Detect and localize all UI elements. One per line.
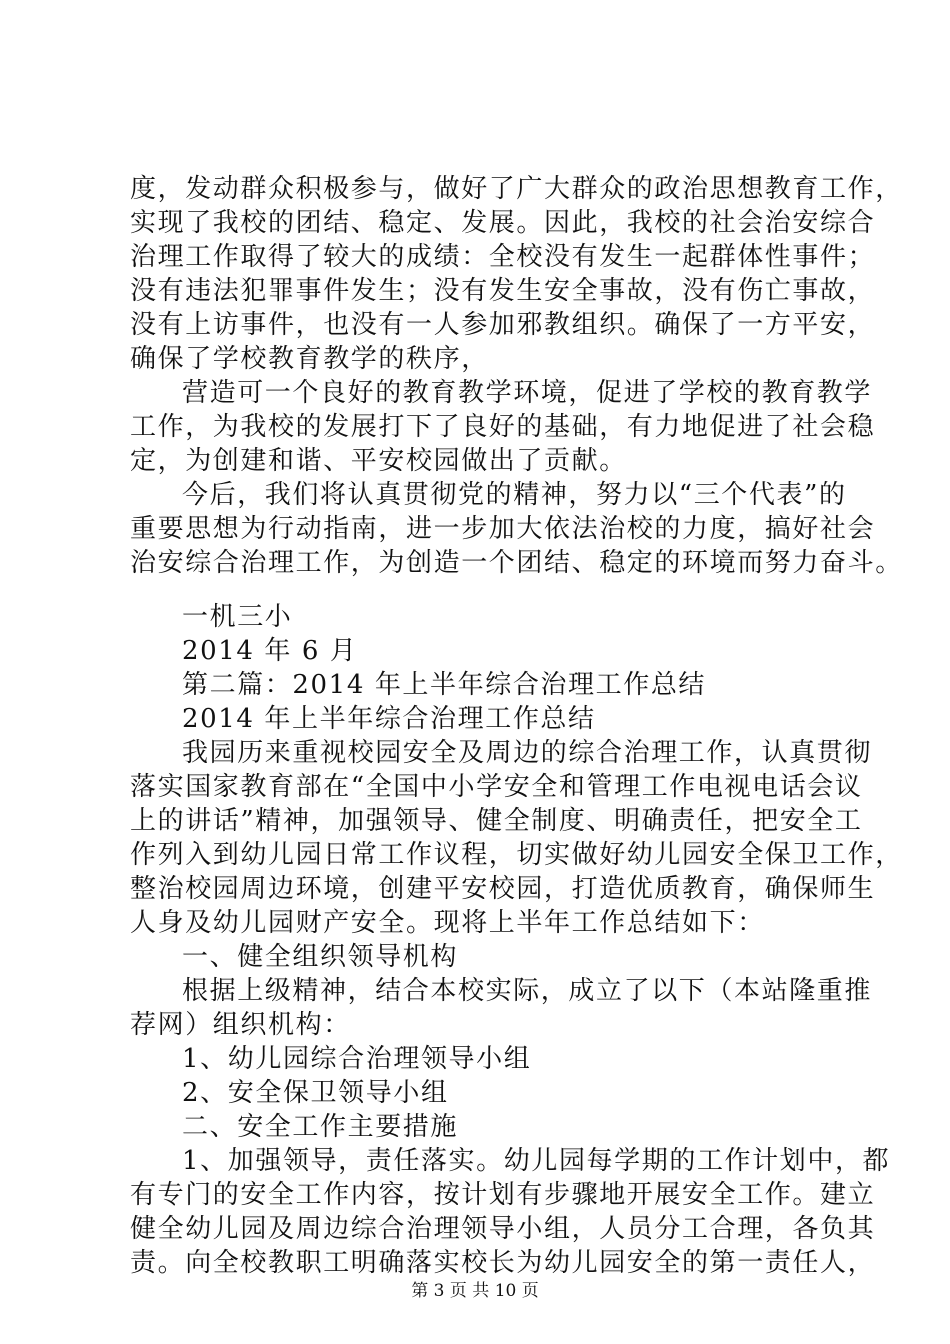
body-line: 荐网）组织机构： [130,1010,351,1040]
body-line: 工作，为我校的发展打下了良好的基础，有力地促进了社会稳 [130,412,876,442]
body-line: 治安综合治理工作，为创造一个团结、稳定的环境而努力奋斗。 [130,548,903,578]
section-title: 第二篇：2014 年上半年综合治理工作总结 [182,670,707,700]
body-line: 重要思想为行动指南，进一步加大依法治校的力度，搞好社会 [130,514,876,544]
body-line: 上的讲话”精神，加强领导、健全制度、明确责任，把安全工 [130,806,863,836]
page-number-footer: 第 3 页 共 10 页 [411,1281,539,1301]
body-line: 健全幼儿园及周边综合治理领导小组，人员分工合理，各负其 [130,1214,876,1244]
body-line: 治理工作取得了较大的成绩：全校没有发生一起群体性事件； [130,242,876,272]
section-subtitle: 2014 年上半年综合治理工作总结 [182,704,596,734]
body-line: 实现了我校的团结、稳定、发展。因此，我校的社会治安综合 [130,208,876,238]
body-line: 确保了学校教育教学的秩序， [130,344,489,374]
body-line: 责。向全校教职工明确落实校长为幼儿园安全的第一责任人， [130,1248,876,1278]
paragraph-first-line: 根据上级精神，结合本校实际，成立了以下（本站隆重推 [182,976,873,1006]
signature-date: 2014 年 6 月 [182,636,358,666]
body-line: 没有上访事件，也没有一人参加邪教组织。确保了一方平安， [130,310,876,340]
paragraph-first-line: 今后，我们将认真贯彻党的精神，努力以“三个代表”的 [182,480,847,510]
signature-org: 一机三小 [182,602,293,632]
body-line: 作列入到幼儿园日常工作议程，切实做好幼儿园安全保卫工作， [130,840,903,870]
paragraph-first-line: 1、加强领导，责任落实。幼儿园每学期的工作计划中，都 [182,1146,891,1176]
body-line: 定，为创建和谐、平安校园做出了贡献。 [130,446,627,476]
list-item: 2、安全保卫领导小组 [182,1078,449,1108]
paragraph-first-line: 我园历来重视校园安全及周边的综合治理工作，认真贯彻 [182,738,873,768]
heading-2: 二、安全工作主要措施 [182,1112,459,1142]
paragraph-first-line: 营造可一个良好的教育教学环境，促进了学校的教育教学 [182,378,873,408]
body-line: 没有违法犯罪事件发生；没有发生安全事故，没有伤亡事故， [130,276,876,306]
body-line: 整治校园周边环境，创建平安校园，打造优质教育，确保师生 [130,874,876,904]
heading-1: 一、健全组织领导机构 [182,942,459,972]
list-item: 1、幼儿园综合治理领导小组 [182,1044,532,1074]
body-line: 度，发动群众积极参与，做好了广大群众的政治思想教育工作， [130,174,903,204]
body-line: 人身及幼儿园财产安全。现将上半年工作总结如下： [130,908,765,938]
body-line: 落实国家教育部在“全国中小学安全和管理工作电视电话会议 [130,772,863,802]
body-line: 有专门的安全工作内容，按计划有步骤地开展安全工作。建立 [130,1180,876,1210]
